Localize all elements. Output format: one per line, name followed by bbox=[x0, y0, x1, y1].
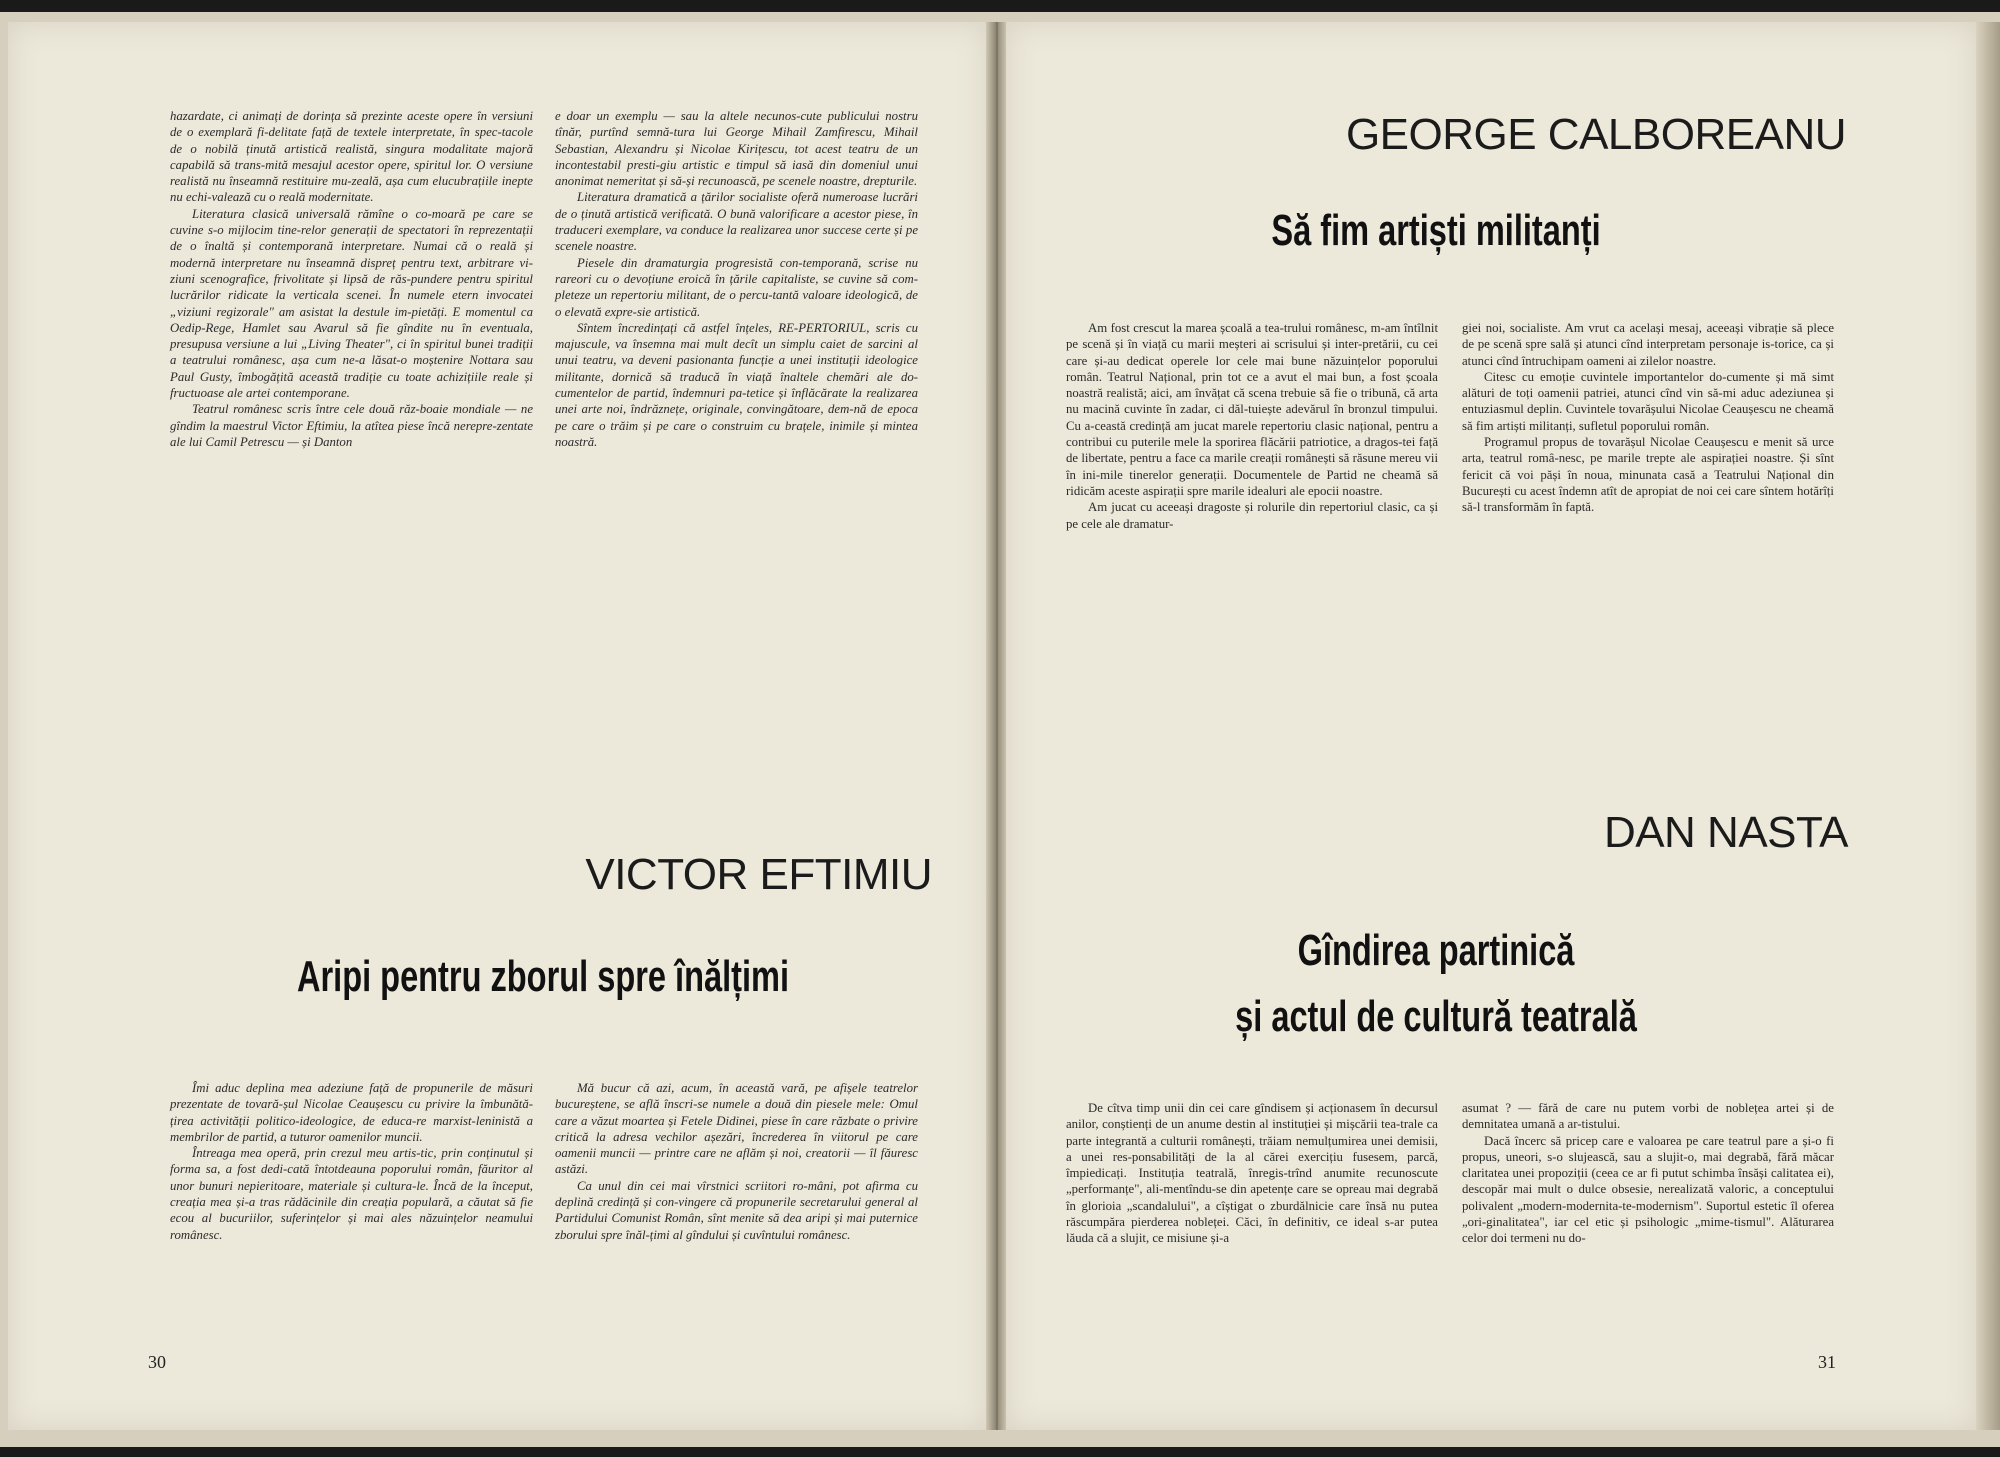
article-title-line-2: și actul de cultură teatrală bbox=[1235, 992, 1637, 1041]
paragraph: asumat ? — fără de care nu putem vorbi de noblețea artei și de demnitatea umană a ar-tistului. bbox=[1462, 1101, 1834, 1132]
article-title-line-1: Gîndirea partinică bbox=[1297, 926, 1575, 975]
paragraph: Întreaga mea operă, prin crezul meu artis-tic, prin conținutul și forma sa, a fost dedi-cată întotdeauna poporului român, făuritor al unor bunuri nepieritoare, materiale și cultura-le. Încă de la început, creația mea și-a tras rădăcinile din creația populară, a căutat să fie ecou al bucuriilor, suferințelor și mai ales năzuințelor neamului românesc. bbox=[170, 1146, 533, 1242]
page-edges bbox=[1976, 22, 2000, 1430]
paragraph: Ca unul din cei mai vîrstnici scriitori ro-mâni, pot afirma cu deplină credință și con-vingere că propunerile secretarului general al Partidului Comunist Român, sînt menite să dea aripi și mai puternice zborului spre înăl-țimi al gîndului și cuvîntului românesc. bbox=[555, 1178, 918, 1242]
author-name: DAN NASTA bbox=[1603, 808, 1848, 857]
paragraph: Citesc cu emoție cuvintele importantelor do-cumente și mă simt alături de toți oamenii patriei, atunci cînd vin să-mi aduc adeziunea și entuziasmul deplin. Cuvintele tovarășului Nicolae Ceaușescu ne cheamă să fim artiști militanți, sufletul poporului român. bbox=[1462, 369, 1834, 433]
paragraph: Programul propus de tovarășul Nicolae Ceaușescu e menit să urce arta, teatrul româ-nesc, pe marile trepte ale aspirației noastre. Și sînt fericit că voi păși în noua, minunata casă a Teatrului Național din București cu acest îndemn atît de apropiat de noi cei care sîntem hotărîți să-l transformăm în faptă. bbox=[1462, 435, 1834, 515]
author-name: GEORGE CALBOREANU bbox=[1345, 110, 1846, 159]
paragraph: hazardate, ci animați de dorința să prezinte aceste opere în versiuni de o exemplară fi-delitate față de textele interpretate, în spec-tacole de o nobilă ținută artistică realistă, singura modalitate majoră capabilă să trans-mită mesajul acestor opere, spiritul lor. O versiune realistă nu înseamnă restituire mu-zeală, așa cum elucubrațiile inepte nu echi-valează cu o reală modernitate. bbox=[170, 109, 533, 205]
nasta-column-2 bbox=[1462, 1100, 1834, 1247]
paragraph: Îmi aduc deplina mea adeziune față de propunerile de măsuri prezentate de tovară-șul Nicolae Ceaușescu cu privire la îmbunătă-țirea activității politico-ideologice, de educa-re marxist-leninistă a membrilor de partid, a tuturor oamenilor muncii. bbox=[170, 1081, 533, 1144]
paragraph: Piesele din dramaturgia progresistă con-temporană, scrise nu rareori cu o devoțiune eroică în țările capitaliste, se cuvine să com-pleteze un repertoriu militant, de o percu-tantă valoare ideologică, de o elevată expre-sie artistică. bbox=[555, 255, 918, 319]
article-title: Să fim artiști militanți bbox=[1271, 206, 1601, 255]
paragraph: Am jucat cu aceeași dragoste și rolurile din repertoriul clasic, ca și pe cele ale dramatur- bbox=[1066, 500, 1438, 531]
calboreanu-column-1 bbox=[1066, 320, 1438, 532]
eftimiu-column-1 bbox=[170, 1080, 533, 1243]
page-number: 30 bbox=[148, 1352, 166, 1372]
paragraph: e doar un exemplu — sau la altele necunos-cute publicului nostru tînăr, purtînd semnă-tura lui George Mihail Zamfirescu, Mihail Sebastian, Alexandru și Nicolae Kirițescu, tot acest teatru de un incontestabil presti-giu artistic e timpul să iasă din domeniul unui anonimat nemeritat și să-și recunoască, pe scenele noastre, drepturile. bbox=[555, 109, 918, 189]
page-number: 31 bbox=[1818, 1352, 1836, 1372]
article-title: Aripi pentru zborul spre înălțimi bbox=[296, 952, 790, 1001]
paragraph: Dacă încerc să pricep care e valoarea pe care teatrul pare a și-o fi propus, uneori, s-o slujească, sau a slujit-o, mai degrabă, fără măcar claritatea unei propoziții (ceea ce ar fi putut schimba însăși calitatea ei), descopăr mai mult o dulce obsesie, nerealizată valoric, a conceptului polivalent „modern-modernita-te-modernism". Suportul estetic îl oferea „ori-ginalitatea", iar cel etic și psihologic „mime-tismul". Alăturarea celor doi termeni nu do- bbox=[1462, 1133, 1834, 1246]
paragraph: De cîtva timp unii din cei care gîndisem și acționasem în decursul anilor, conștienți de un anume destin al instituției și mișcării tea-trale ca parte integrantă a culturii românești, trăiam nemulțumirea unei demisii, a unei res-ponsabilități de la al cărei exercițiu fusesem, parcă, împiedicați. Instituția teatrală, înregis-trînd anumite recunoscute „performanțe", ali-mentîndu-se din apetențe care se opreau mai degrabă în glorioia „scandalului", a cîștigat o zburdălnicie care însă nu putea răscumpăra pierderea nobleței. Căci, în definitiv, ce ideal s-ar putea lăuda că a slujit, ce misiune și-a bbox=[1066, 1101, 1438, 1246]
eftimiu-cont-column-1 bbox=[170, 108, 533, 450]
author-name: VICTOR EFTIMIU bbox=[585, 850, 932, 899]
paragraph: Mă bucur că azi, acum, în această vară, pe afișele teatrelor bucureștene, se află înscri-se numele a două din piesele mele: Omul care a văzut moartea și Fetele Didinei, piese în care răzbate o privire critică la adresa vechilor așezări, încrederea în viitorul pe care oamenii muncii — printre care ne aflăm și noi, creatorii — îl făuresc astăzi. bbox=[555, 1081, 918, 1177]
paragraph: Am fost crescut la marea școală a tea-trului românesc, m-am întîlnit pe scenă și în viață cu marii meșteri ai scrisului și inter-pretării, cu cei care și-au dedicat operele lor cele mai bune năzuințelor poporului român. Teatrul Național, prin tot ce a avut el mai bun, a fost școala noastră realistă; aici, am învățat că scena trebuie să fie o tribună, că arta nu macină cuvinte în zadar, ci dăl-tuiește adevărul în bronzul timpului. Cu a-ceastă credință am jucat marele repertoriu clasic național, pentru a contribui cu puterile mele la sporirea flăcării patriotice, a dragos-tei față de libertate, pentru a face ca marile creații românești să răsune mereu vii în ini-mile tinerelor generații. Documentele de Partid ne cheamă să ridicăm aceste aspirații spre marile idealuri ale epocii noastre. bbox=[1066, 321, 1438, 498]
paragraph: Literatura clasică universală rămîne o co-moară pe care se cuvine s-o mijlocim tine-relor generații de spectatori în reprezentații de o înaltă și contemporană interpretare. Numai că o reală și modernă interpretare nu înseamnă dispreț pentru text, arbitrare vi-ziuni scenografice, frivolitate și lipsă de răs-pundere pentru spiritul lucrărilor ridicate la verticala scenei. În numele etern invocatei „viziuni regizorale" am asistat la destule im-pietăți. E momentul ca Oedip-Rege, Hamlet sau Avarul să fie gîndite nu în eventuala, presupusa versiune a lui „Living Theater", ci în spiritul bunei tradiții a teatrului românesc, așa cum ne-a lăsat-o moștenire Nottara sau Paul Gusty, îmbogățită această tradiție cu toate achizițiile reale și fructuoase ale artei contemporane. bbox=[170, 206, 533, 401]
paragraph: Teatrul românesc scris între cele două răz-boaie mondiale — ne gîndim la maestrul Victor Eftimiu, la atîtea piese încă nerepre-zentate ale lui Camil Petrescu — și Danton bbox=[170, 402, 533, 449]
eftimiu-column-2 bbox=[555, 1080, 918, 1243]
calboreanu-column-2 bbox=[1462, 320, 1834, 516]
left-page bbox=[8, 22, 988, 1430]
paragraph: Literatura dramatică a țărilor socialiste oferă numeroase lucrări de o ținută artistică verificată. O bună valorificare a acestor piese, în traduceri exemplare, va conduce la realizarea unor succese certe și pe scenele noastre. bbox=[555, 190, 918, 254]
book-gutter bbox=[986, 22, 1008, 1430]
paragraph: Sîntem încredințați că astfel înțeles, RE-PERTORIUL, scris cu majuscule, va însemna mai mult decît un simplu caiet de sarcini al unui teatru, va deveni pasionanta funcție a unei instituții ideologice militante, dornică să traducă în viață înaltele chemări ale do-cumentelor de partid, îndemnuri pa-tetice și înflăcărate la realizarea unei arte noi, îndrăznețe, originale, convingătoare, dem-nă de epoca pe care o trăim și pe care o construim cu brațele, inimile și mintea noastră. bbox=[555, 320, 918, 449]
paragraph: giei noi, socialiste. Am vrut ca același mesaj, aceeași vibrație să plece de pe scenă spre sală și atunci cînd interpretam personaje is-torice, ca și atunci cînd întruchipam oameni ai zilelor noastre. bbox=[1462, 321, 1834, 368]
right-page bbox=[1006, 22, 1976, 1430]
eftimiu-cont-column-2 bbox=[555, 108, 918, 450]
nasta-column-1 bbox=[1066, 1100, 1438, 1247]
